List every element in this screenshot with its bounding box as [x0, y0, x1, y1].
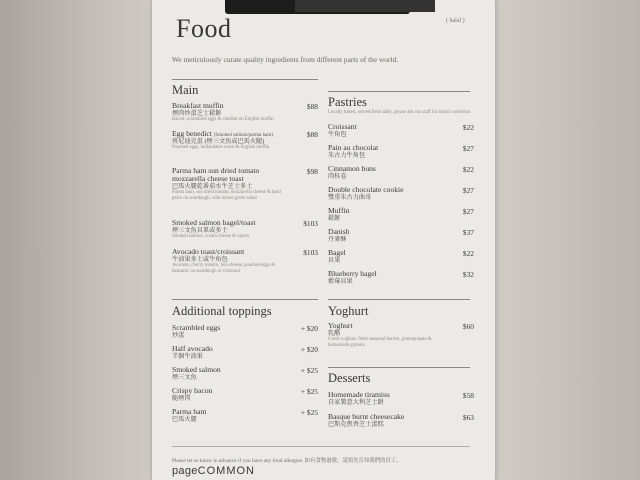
brand-logo	[172, 465, 255, 477]
item-name: Double chocolate cookie	[328, 185, 404, 194]
item-note: (Smoked salmon/parma ham)	[213, 133, 273, 138]
item-name-cn: 丹麥酥	[328, 236, 347, 244]
list-item	[172, 130, 302, 151]
background-right	[500, 0, 640, 480]
list-item	[328, 186, 404, 201]
menu-clip	[225, 0, 410, 14]
section-heading-pastries: Pastries	[328, 95, 367, 109]
item-name-cn: 牛角包	[328, 131, 347, 139]
item-description: Smoked salmon, cream cheese & capers	[172, 234, 250, 240]
item-price: $27	[462, 186, 474, 195]
divider	[328, 299, 470, 300]
halal-note: ( halal )	[446, 18, 465, 24]
item-name: Parma ham sun dried tomato mozzarella cheese toast	[172, 166, 260, 184]
item-name-cn: 煙肉炒蛋芝士鬆餅	[172, 110, 222, 118]
item-name-cn: 半個牛油果	[172, 353, 203, 361]
list-item	[328, 123, 357, 138]
item-name-cn: 朱古力牛角包	[328, 152, 366, 160]
item-price: $63	[462, 413, 474, 422]
item-price: $98	[306, 167, 318, 176]
item-name: Smoked salmon bagel/toast	[172, 218, 256, 227]
item-name: Yoghurt	[328, 321, 353, 330]
item-name: Blueberry bagel	[328, 269, 377, 278]
item-name: Basque burnt cheesecake	[328, 412, 405, 421]
item-price: + $25	[300, 366, 318, 375]
list-item	[328, 207, 349, 222]
divider	[172, 446, 470, 447]
item-price: $58	[462, 391, 474, 400]
item-name-cn: 肉桂卷	[328, 173, 347, 181]
item-price: $88	[306, 130, 318, 139]
list-item	[328, 249, 346, 264]
item-name: Muffin	[328, 206, 350, 215]
section-heading-desserts: Desserts	[328, 371, 371, 385]
item-price: + $25	[300, 408, 318, 417]
brand-common: COMMON	[197, 465, 255, 477]
list-item	[172, 366, 221, 381]
item-price: $37	[462, 228, 474, 237]
item-name: Crispy bacon	[172, 386, 213, 395]
item-price: $27	[462, 144, 474, 153]
item-name: Bagel	[328, 248, 346, 257]
item-name: Smoked salmon	[172, 365, 221, 374]
item-description: Greek yoghurt, fresh seasonal berries, pomegranate & homemade granola	[328, 337, 432, 348]
list-item	[172, 408, 206, 423]
item-name-cn: 自家製意大利芝士餅	[328, 399, 384, 407]
item-name-cn: 牛油果多士或牛角包	[172, 256, 228, 264]
section-heading-main: Main	[172, 83, 199, 97]
divider	[172, 299, 318, 300]
item-description: Poached eggs, hollandaise sauce & English muffin	[172, 145, 270, 151]
intro-text: We meticulously curate quality ingredients from different parts of the world.	[172, 55, 399, 64]
list-item	[172, 345, 213, 360]
item-price: + $25	[300, 387, 318, 396]
item-name-cn: 煙三文魚貝果或多士	[172, 227, 228, 235]
list-item	[328, 322, 444, 348]
item-price: $60	[462, 322, 474, 331]
item-name: Pain au chocolat	[328, 143, 379, 152]
divider	[328, 91, 470, 92]
item-name-cn: 炒蛋	[172, 332, 185, 340]
item-name: Homemade tiramisu	[328, 390, 390, 399]
item-name: Scrambled eggs	[172, 323, 221, 332]
item-price: $103	[303, 248, 318, 257]
item-price: $22	[462, 249, 474, 258]
item-price: $22	[462, 123, 474, 132]
item-price: + $20	[300, 345, 318, 354]
item-name: Cinnamon buns	[328, 164, 376, 173]
list-item	[328, 144, 378, 159]
item-description: Avocado, cherry tomato, feta cheese, poached eggs & balsamic on sourdough or croissant	[172, 263, 275, 274]
item-name-cn: 貝果	[328, 257, 341, 265]
item-name: Danish	[328, 227, 350, 236]
item-price: $88	[306, 102, 318, 111]
item-name: Parma ham	[172, 407, 207, 416]
item-name-cn: 藍莓貝果	[328, 278, 353, 286]
allergy-note: Please let us know in advance if you have any food allergies. 如有食物過敏，請預先告知我們的員工。	[172, 458, 402, 464]
list-item	[172, 387, 212, 402]
pastries-subtitle: Locally baked, served fresh daily, please ask our staff for today's selection	[328, 110, 471, 115]
item-name: Breakfast muffin	[172, 101, 224, 110]
list-item	[328, 228, 350, 243]
section-heading-yoghurt: Yoghurt	[328, 304, 369, 318]
item-name: Egg benedict	[172, 129, 212, 138]
item-description: Parma ham, sun dried tomato, mozzarella cheese & basil pesto on sourdough, with mixed green salad	[172, 190, 281, 201]
list-item	[172, 167, 284, 201]
item-name-cn: 脆煙肉	[172, 395, 191, 403]
item-name-cn: 巴斯克焦香芝士蛋糕	[328, 421, 384, 429]
divider	[328, 367, 470, 368]
list-item	[328, 270, 377, 285]
item-name: Croissant	[328, 122, 357, 131]
list-item	[172, 219, 288, 240]
item-name-cn: 乳酪	[328, 330, 341, 338]
list-item	[328, 391, 390, 406]
item-name-cn: 巴馬火腿乾番茄水牛芝士多士	[172, 183, 253, 191]
item-name-cn: 鬆餅	[328, 215, 341, 223]
list-item	[172, 248, 292, 274]
item-price: $103	[303, 219, 318, 228]
item-name-cn: 煙三文魚	[172, 374, 197, 382]
item-name: Half avocado	[172, 344, 213, 353]
item-price: $27	[462, 207, 474, 216]
page-title: Food	[176, 14, 232, 43]
section-heading-toppings: Additional toppings	[172, 304, 272, 318]
list-item	[172, 324, 220, 339]
item-name-cn: 雙重朱古力曲奇	[328, 194, 372, 202]
list-item	[328, 413, 404, 428]
item-name-cn: 巴馬火腿	[172, 416, 197, 424]
divider	[172, 79, 318, 80]
item-name: Avocado toast/croissant	[172, 247, 245, 256]
item-description: Bacon, scrambled eggs & cheddar on English muffin	[172, 117, 274, 123]
item-price: $22	[462, 165, 474, 174]
item-price: $32	[462, 270, 474, 279]
background-left	[0, 0, 155, 480]
item-price: + $20	[300, 324, 318, 333]
item-name-cn: 班尼迪克蛋 (煙三文魚或巴馬火腿)	[172, 138, 265, 146]
brand-page: page	[172, 465, 198, 477]
list-item	[328, 165, 376, 180]
